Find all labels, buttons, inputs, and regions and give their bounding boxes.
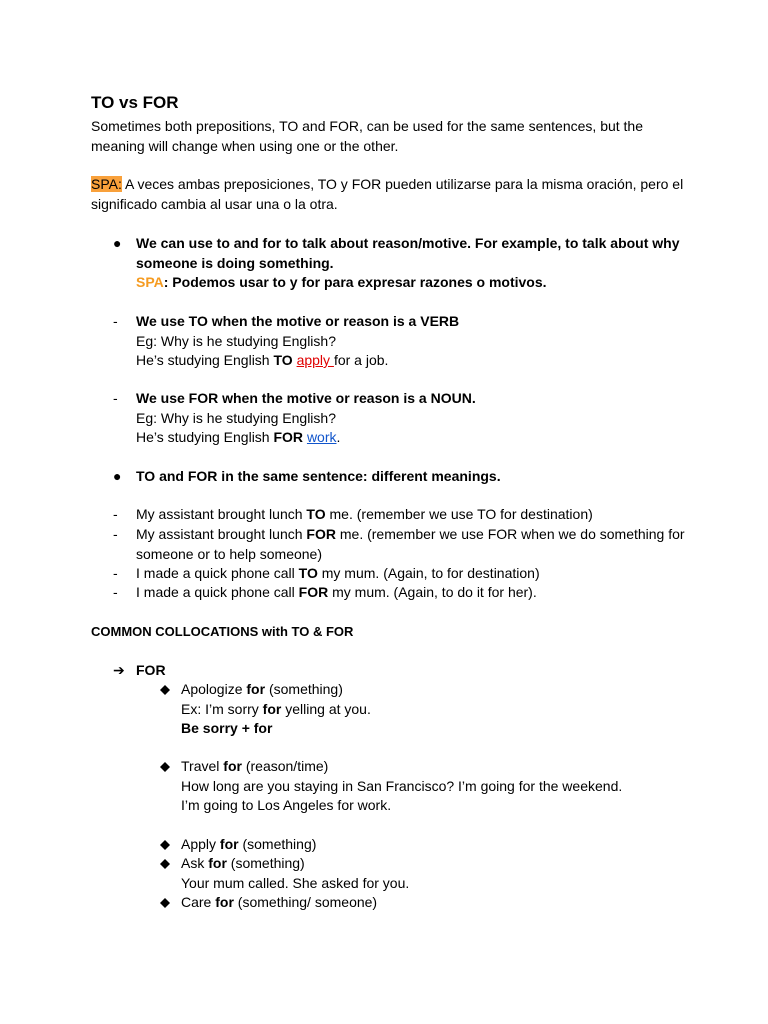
collocation-ask: Ask for (something) Your mum called. She asked for you. [181,855,410,891]
collocations-heading: COMMON COLLOCATIONS with TO & FOR [91,624,354,639]
diamond-bullet-icon [160,762,170,772]
dash-marker: - [113,565,118,581]
to-verb-example-answer: He’s studying English TO apply for a job. [136,352,389,368]
collocation-note: Be sorry + for [181,720,273,736]
reason-motive-bullet [136,234,681,293]
spa-label: SPA [136,274,164,290]
same-sentence-bullet: TO and FOR in the same sentence: different meanings. [136,468,501,484]
reason-motive-text: We can use to and for to talk about reason/motive. For example, to talk about why someone is doing something. [136,235,680,271]
example-item: I made a quick phone call FOR my mum. (Again, to do it for her). [136,584,537,600]
diamond-bullet-icon [160,859,170,869]
intro-paragraph: Sometimes both prepositions, TO and FOR, can be used for the same sentences, but the meaning will change when using one or the other. [91,118,644,154]
diamond-bullet-icon [160,685,170,695]
dash-marker: - [113,506,118,522]
dash-marker: - [113,584,118,600]
page-title: TO vs FOR [91,93,179,112]
example-item: My assistant brought lunch FOR me. (remember we use FOR when we do something for someone or to help someone) [136,526,685,562]
apply-link[interactable]: apply [296,352,334,368]
diamond-bullet-icon [160,840,170,850]
dash-marker: - [113,526,118,542]
intro-spanish-text: A veces ambas preposiciones, TO y FOR pueden utilizarse para la misma oración, pero el significado cambia al usar una o la otra. [91,176,684,212]
reason-motive-spanish: : Podemos usar to y for para expresar razones o motivos. [163,274,547,290]
for-noun-rule [136,389,696,448]
dash-marker: - [113,390,118,406]
example-item: I made a quick phone call TO my mum. (Again, to for destination) [136,565,540,581]
diamond-bullet-icon [160,898,170,908]
example-item: My assistant brought lunch TO me. (remember we use TO for destination) [136,506,593,522]
for-section-label: FOR [136,662,166,678]
collocation-apply: Apply for (something) [181,836,317,852]
work-link[interactable]: work [306,429,337,445]
intro-spanish-paragraph [91,175,691,214]
to-verb-example-question: Eg: Why is he studying English? [136,332,336,349]
collocation-travel: Travel for (reason/time) How long are you staying in San Francisco? I’m going for the weekend. I’m going to Los Angeles for work. [181,758,623,813]
collocation-apologize: Apologize for (something) Ex: I’m sorry for yelling at you. Be sorry + for [181,681,371,736]
to-verb-rule [136,312,696,371]
disc-bullet-icon: ● [113,235,122,251]
for-noun-example-answer: He’s studying English FOR work. [136,429,341,445]
collocation-care: Care for (something/ someone) [181,894,378,910]
disc-bullet-icon: ● [113,468,122,484]
to-verb-heading: We use TO when the motive or reason is a VERB [136,313,460,329]
for-noun-example-question: Eg: Why is he studying English? [136,409,336,426]
for-noun-heading: We use FOR when the motive or reason is a NOUN. [136,390,476,406]
spa-highlight-label: SPA: [91,176,122,192]
dash-marker: - [113,313,118,329]
arrow-right-icon: ➔ [113,662,125,678]
